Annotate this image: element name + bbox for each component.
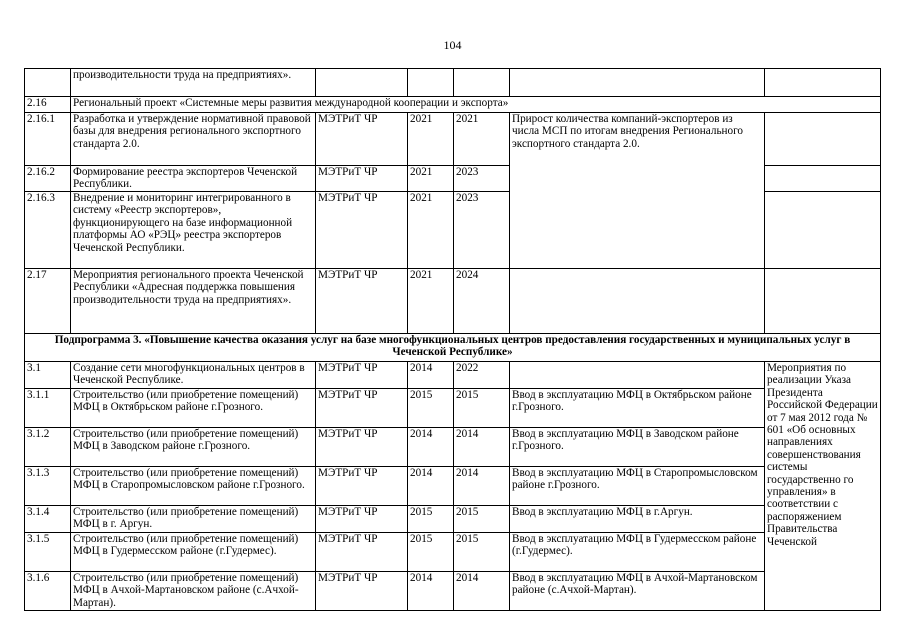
row-text: Разработка и утверждение нормативной правовой базы для внедрения регионального экспортного стандарта 2.0. — [71, 113, 316, 166]
table-row — [25, 269, 881, 334]
row-text: Строительство (или приобретение помещений) МФЦ в Гудермесском районе (г.Гудермес). — [71, 533, 316, 572]
table-row — [25, 362, 881, 389]
row-start: 2015 — [408, 533, 454, 572]
table-row — [25, 334, 881, 362]
table-row — [25, 533, 881, 572]
decree-note: Мероприятия по реализации Указа Президента Российской Федерации от 7 мая 2012 года № 601 «Об основных направлениях совершенствования системы государственно го управления» в соответствии с распоряжением Правительства Чеченской — [767, 362, 878, 548]
row-note-decree — [765, 362, 881, 611]
row-result: Ввод в эксплуатацию МФЦ в г.Аргун. — [510, 506, 765, 533]
row-end: 2015 — [454, 389, 510, 428]
table-row — [25, 428, 881, 467]
row-note — [765, 166, 881, 192]
row-result: Ввод в эксплуатацию МФЦ в Гудермесском районе (г.Гудермес). — [510, 533, 765, 572]
row-text: Строительство (или приобретение помещений) МФЦ в Старопромысловском районе г.Грозного. — [71, 467, 316, 506]
row-result — [510, 69, 765, 97]
row-result: Ввод в эксплуатацию МФЦ в Октябрьском районе г.Грозного. — [510, 389, 765, 428]
row-start: 2015 — [408, 389, 454, 428]
row-note — [765, 69, 881, 97]
row-start: 2014 — [408, 428, 454, 467]
row-executor: МЭТРиТ ЧР — [316, 269, 408, 334]
table-row — [25, 506, 881, 533]
row-executor: МЭТРиТ ЧР — [316, 533, 408, 572]
row-executor: МЭТРиТ ЧР — [316, 166, 408, 192]
row-start: 2014 — [408, 362, 454, 389]
row-end: 2024 — [454, 269, 510, 334]
row-id: 3.1.2 — [25, 428, 71, 467]
row-result — [510, 362, 765, 389]
row-executor: МЭТРиТ ЧР — [316, 362, 408, 389]
row-start — [408, 69, 454, 97]
row-text: производительности труда на предприятиях». — [71, 69, 316, 97]
row-start: 2021 — [408, 269, 454, 334]
row-executor: МЭТРиТ ЧР — [316, 192, 408, 269]
row-executor: МЭТРиТ ЧР — [316, 113, 408, 166]
row-start: 2021 — [408, 166, 454, 192]
subprogram-title: Подпрограмма 3. «Повышение качества оказания услуг на базе многофункциональных центров предоставления государственных и муниципальных услуг в Чеченской Республике» — [25, 334, 881, 362]
row-end: 2015 — [454, 506, 510, 533]
row-executor: МЭТРиТ ЧР — [316, 572, 408, 611]
row-note — [765, 113, 881, 166]
row-end: 2014 — [454, 428, 510, 467]
row-executor: МЭТРиТ ЧР — [316, 506, 408, 533]
row-result: Ввод в эксплуатацию МФЦ в Заводском районе г.Грозного. — [510, 428, 765, 467]
row-id: 3.1.6 — [25, 572, 71, 611]
row-text: Внедрение и мониторинг интегрированного в систему «Реестр экспортеров», функционирующего на базе информационной платформы АО «РЭЦ» реестра экспортеров Чеченской Республики. — [71, 192, 316, 269]
measures-table — [24, 68, 881, 611]
row-note — [765, 269, 881, 334]
row-end: 2014 — [454, 467, 510, 506]
row-result — [510, 269, 765, 334]
table-row — [25, 467, 881, 506]
row-id: 2.16 — [25, 97, 71, 113]
row-note — [765, 192, 881, 269]
row-id: 2.16.3 — [25, 192, 71, 269]
row-end: 2015 — [454, 533, 510, 572]
row-end — [454, 69, 510, 97]
section-title: Региональный проект «Системные меры развития международной кооперации и экспорта» — [71, 97, 881, 113]
row-end: 2014 — [454, 572, 510, 611]
row-text: Формирование реестра экспортеров Чеченской Республики. — [71, 166, 316, 192]
row-end: 2023 — [454, 192, 510, 269]
row-executor: МЭТРиТ ЧР — [316, 428, 408, 467]
row-text: Строительство (или приобретение помещений) МФЦ в Заводском районе г.Грозного. — [71, 428, 316, 467]
row-text: Строительство (или приобретение помещений) МФЦ в Октябрьском районе г.Грозного. — [71, 389, 316, 428]
row-id: 3.1 — [25, 362, 71, 389]
table-row — [25, 389, 881, 428]
row-id: 2.17 — [25, 269, 71, 334]
row-executor — [316, 69, 408, 97]
row-text: Мероприятия регионального проекта Чеченской Республики «Адресная поддержка повышения производительности труда на предприятиях». — [71, 269, 316, 334]
table-row — [25, 69, 881, 97]
row-id: 3.1.3 — [25, 467, 71, 506]
row-start: 2014 — [408, 572, 454, 611]
row-id: 3.1.5 — [25, 533, 71, 572]
row-start: 2014 — [408, 467, 454, 506]
row-start: 2021 — [408, 192, 454, 269]
row-end: 2022 — [454, 362, 510, 389]
row-id — [25, 69, 71, 97]
row-id: 3.1.1 — [25, 389, 71, 428]
table-row — [25, 97, 881, 113]
table-row — [25, 572, 881, 611]
page-number: 104 — [443, 38, 462, 52]
row-start: 2015 — [408, 506, 454, 533]
row-end: 2021 — [454, 113, 510, 166]
row-result: Ввод в эксплуатацию МФЦ в Ачхой-Мартановском районе (с.Ачхой-Мартан). — [510, 572, 765, 611]
row-executor: МЭТРиТ ЧР — [316, 467, 408, 506]
row-start: 2021 — [408, 113, 454, 166]
row-executor: МЭТРиТ ЧР — [316, 389, 408, 428]
row-result: Прирост количества компаний-экспортеров из числа МСП по итогам внедрения Регионального экспортного стандарта 2.0. — [510, 113, 765, 269]
row-result: Ввод в эксплуатацию МФЦ в Старопромысловском районе г.Грозного. — [510, 467, 765, 506]
row-text: Строительство (или приобретение помещений) МФЦ в Ачхой-Мартановском районе (с.Ачхой-Мартан). — [71, 572, 316, 611]
table-row — [25, 113, 881, 166]
row-id: 2.16.1 — [25, 113, 71, 166]
row-id: 3.1.4 — [25, 506, 71, 533]
row-id: 2.16.2 — [25, 166, 71, 192]
row-text: Строительство (или приобретение помещений) МФЦ в г. Аргун. — [71, 506, 316, 533]
row-end: 2023 — [454, 166, 510, 192]
row-text: Создание сети многофункциональных центров в Чеченской Республике. — [71, 362, 316, 389]
